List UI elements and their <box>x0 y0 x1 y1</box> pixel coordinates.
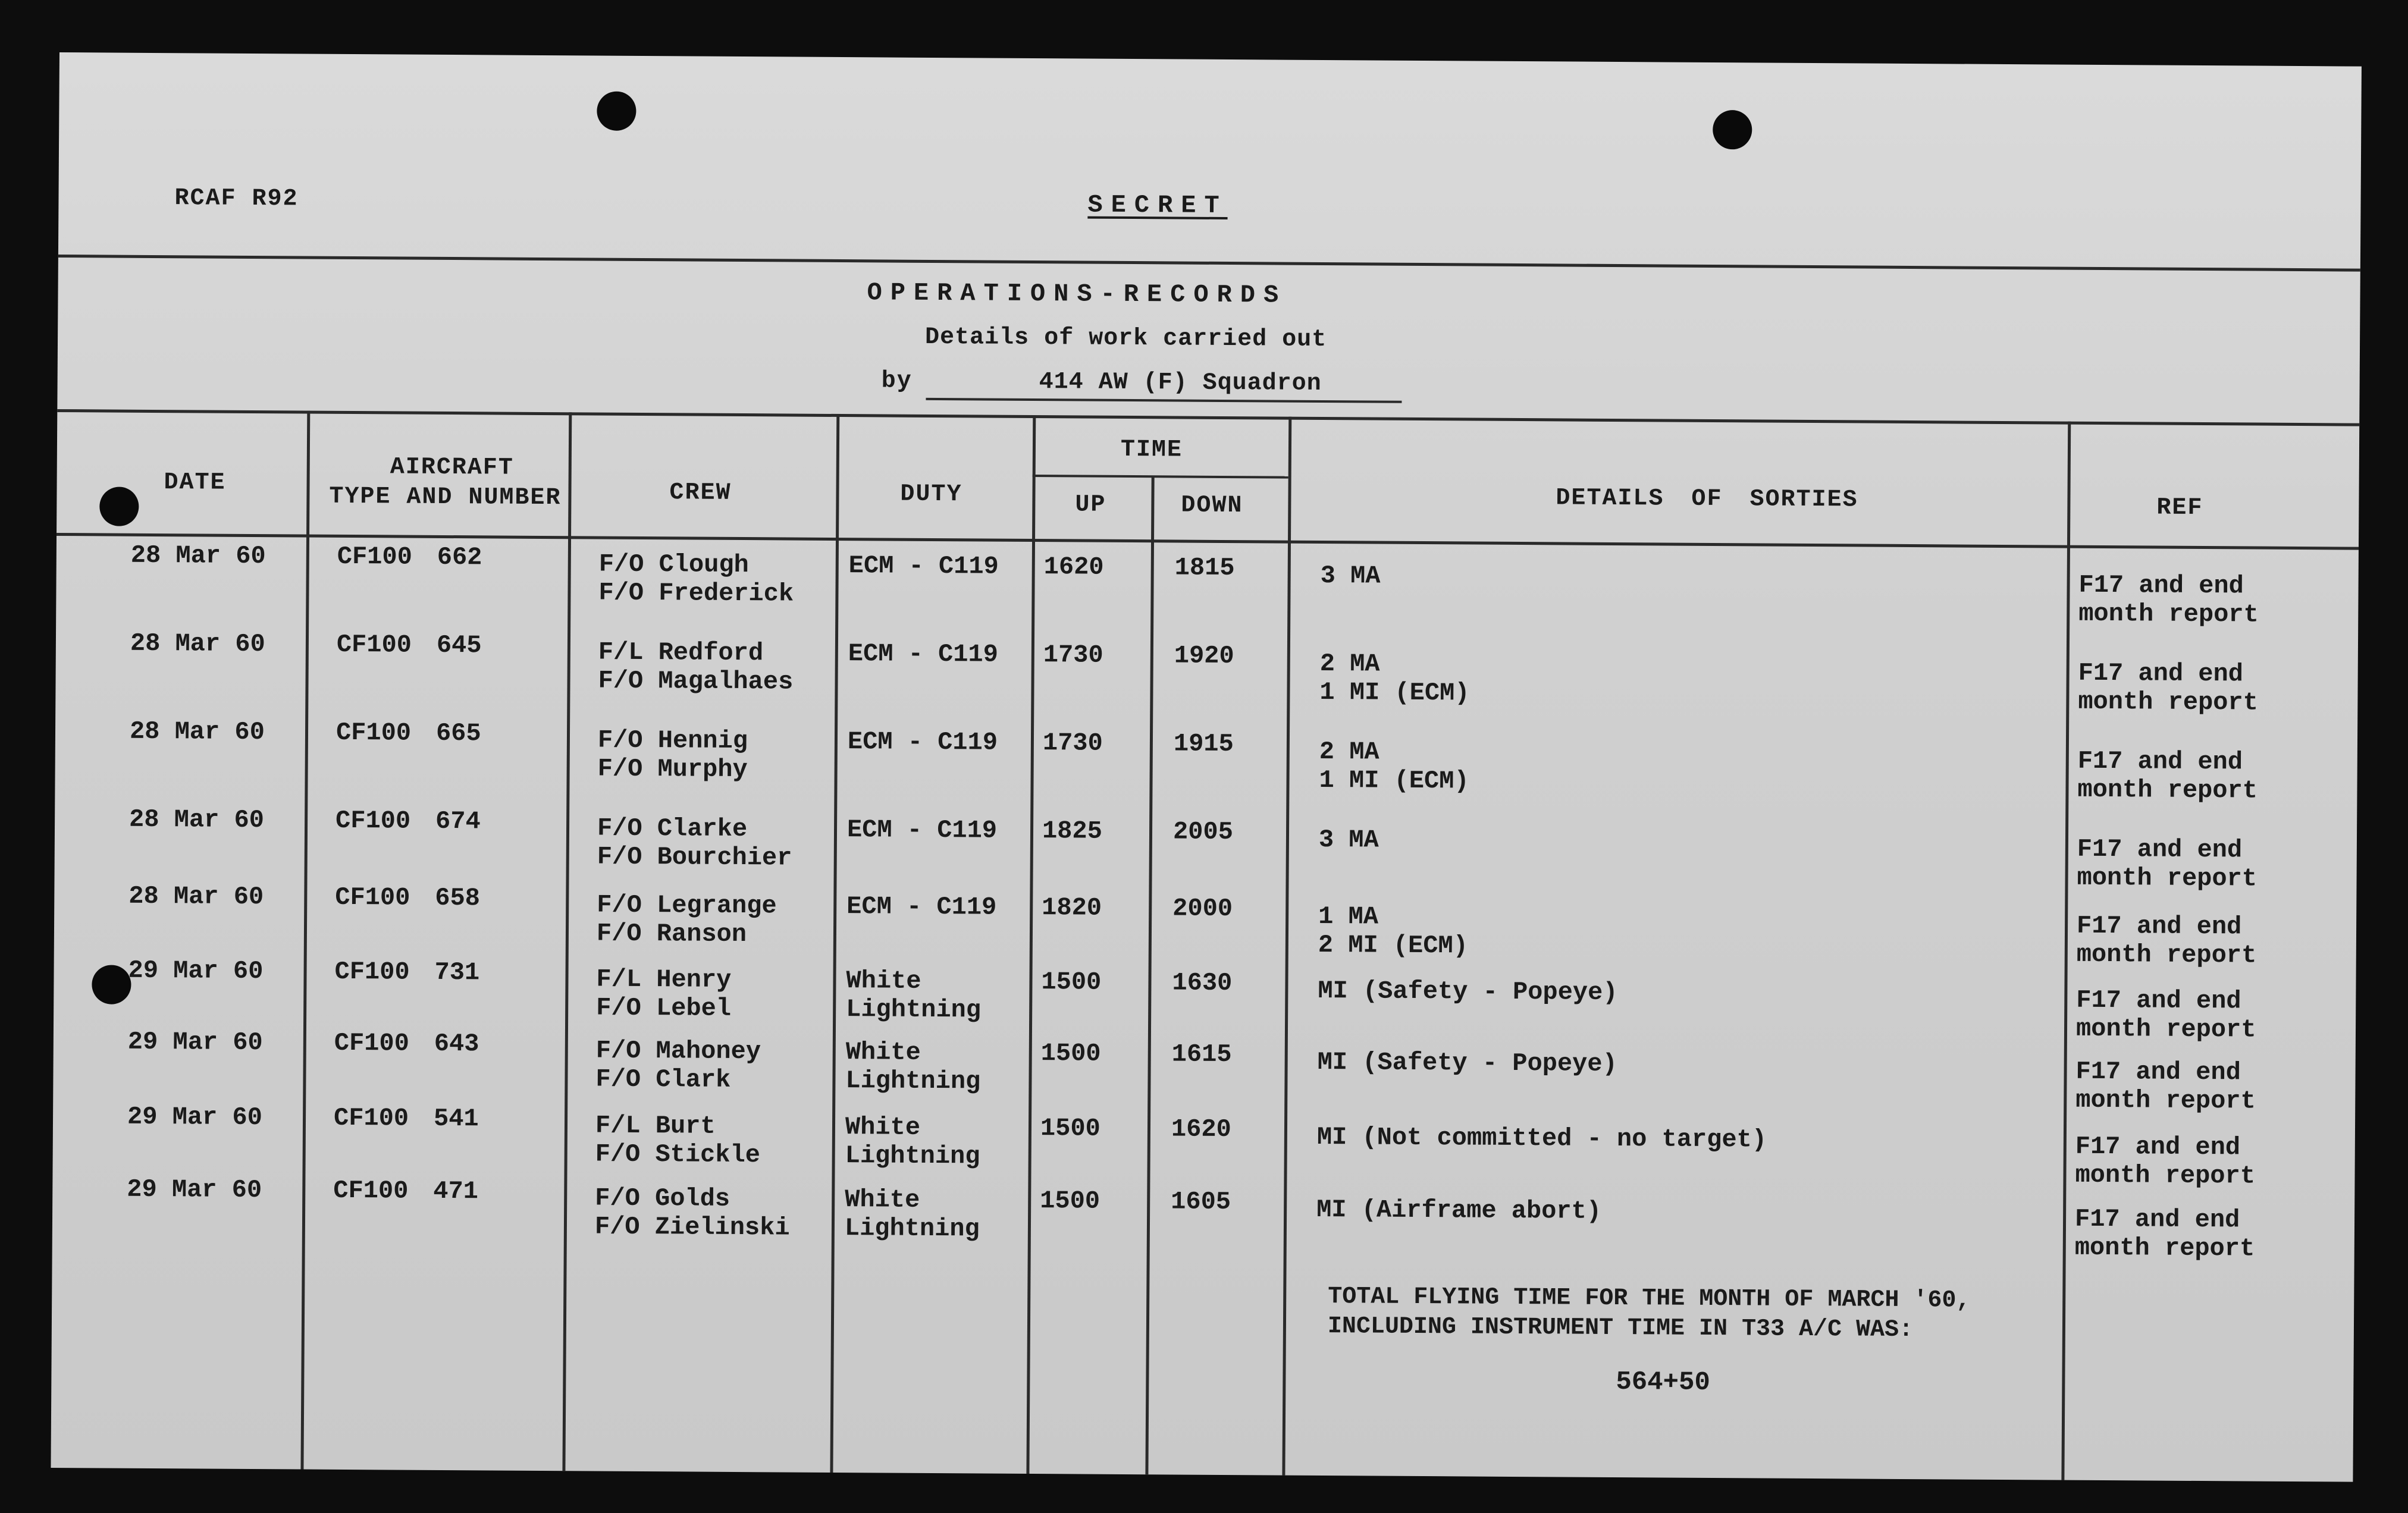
cell-crew-1: F/O Clough <box>598 550 749 580</box>
cell-details-2: 2 MI (ECM) <box>1318 930 1469 960</box>
cell-details-1: MI (Safety - Popeye) <box>1318 976 1618 1007</box>
cell-crew-2: F/O Ranson <box>596 919 747 949</box>
cell-time-up: 1825 <box>1042 817 1103 846</box>
cell-type: CF100 <box>336 718 412 748</box>
cell-time-down: 1915 <box>1173 729 1234 759</box>
cell-ref-2: month report <box>2077 775 2258 805</box>
cell-date: 28 Mar 60 <box>128 881 264 912</box>
cell-time-down: 1620 <box>1171 1115 1231 1144</box>
cell-duty-1: White <box>845 1038 921 1067</box>
cell-duty-1: White <box>845 1185 920 1214</box>
cell-number: 645 <box>436 630 482 660</box>
cell-crew-1: F/L Redford <box>598 638 764 668</box>
cell-number: 662 <box>437 542 482 572</box>
cell-duty-1: ECM - C119 <box>847 727 998 757</box>
cell-ref-2: month report <box>2078 599 2259 629</box>
cell-crew-2: F/O Magalhaes <box>598 666 794 696</box>
cell-date: 28 Mar 60 <box>130 541 266 571</box>
subheading: Details of work carried out <box>924 324 1327 354</box>
unit-underline <box>926 398 1401 403</box>
cell-details-1: MI (Not committed - no target) <box>1316 1122 1767 1154</box>
cell-duty-1: ECM - C119 <box>848 639 999 669</box>
cell-ref-1: F17 and end <box>2077 746 2243 777</box>
col-header-crew: CREW <box>669 479 732 507</box>
cell-time-down: 1630 <box>1172 968 1233 998</box>
col-header-aircraft-sub: TYPE AND NUMBER <box>329 483 562 512</box>
cell-crew-2: F/O Bourchier <box>597 842 792 872</box>
cell-duty-2: Lightning <box>844 1214 980 1244</box>
cell-crew-2: F/O Clark <box>595 1065 731 1094</box>
cell-ref-2: month report <box>2075 1160 2256 1191</box>
cell-type: CF100 <box>333 1103 409 1133</box>
cell-crew-1: F/O Golds <box>595 1184 730 1213</box>
cell-duty-2: Lightning <box>845 1141 980 1171</box>
cell-ref-1: F17 and end <box>2075 1057 2241 1087</box>
rule-top <box>58 255 2360 272</box>
cell-crew-1: F/O Legrange <box>597 890 777 921</box>
cell-duty-1: ECM - C119 <box>846 815 998 845</box>
classification: SECRET <box>1087 190 1228 220</box>
cell-details-1: 2 MA <box>1319 649 1380 679</box>
cell-type: CF100 <box>335 806 411 836</box>
cell-time-up: 1730 <box>1043 641 1103 670</box>
col-header-details: DETAILS OF SORTIES <box>1556 485 1858 514</box>
cell-date: 29 Mar 60 <box>127 1102 263 1132</box>
col-header-ref: REF <box>2156 494 2203 522</box>
cell-time-down: 2005 <box>1172 817 1234 847</box>
punch-hole <box>92 965 131 1004</box>
heading: OPERATIONS-RECORDS <box>867 278 1287 310</box>
cell-type: CF100 <box>334 957 410 987</box>
cell-crew-1: F/O Mahoney <box>595 1036 761 1066</box>
cell-number: 731 <box>434 958 480 987</box>
cell-time-up: 1620 <box>1043 553 1104 582</box>
cell-ref-2: month report <box>2075 1085 2256 1116</box>
cell-details-1: MI (Safety - Popeye) <box>1317 1047 1617 1079</box>
col-divider <box>1026 415 1036 1474</box>
col-divider <box>1145 476 1154 1474</box>
cell-time-down: 2000 <box>1172 894 1233 924</box>
punch-hole <box>597 92 636 131</box>
cell-time-up: 1500 <box>1040 1186 1100 1216</box>
col-header-aircraft: AIRCRAFT <box>390 454 514 482</box>
cell-crew-1: F/O Clarke <box>597 814 748 844</box>
cell-crew-2: F/O Frederick <box>598 578 794 608</box>
col-header-duty: DUTY <box>900 481 962 508</box>
cell-ref-1: F17 and end <box>2078 570 2244 601</box>
cell-ref-2: month report <box>2078 687 2258 717</box>
cell-ref-1: F17 and end <box>2076 985 2241 1016</box>
cell-time-up: 1500 <box>1040 1114 1100 1143</box>
cell-duty-1: White <box>846 966 921 996</box>
cell-details-2: 1 MI (ECM) <box>1319 765 1469 796</box>
cell-duty-2: Lightning <box>845 1066 981 1096</box>
col-header-up: UP <box>1075 491 1106 519</box>
cell-crew-1: F/O Hennig <box>597 726 748 756</box>
cell-ref-2: month report <box>2076 940 2257 970</box>
col-divider <box>562 412 572 1471</box>
cell-number: 665 <box>435 718 481 748</box>
cell-details-1: 1 MA <box>1318 902 1379 931</box>
cell-time-down: 1605 <box>1171 1187 1231 1217</box>
cell-crew-2: F/O Stickle <box>595 1140 761 1170</box>
cell-details-1: 2 MA <box>1319 737 1379 767</box>
col-header-date: DATE <box>164 469 226 497</box>
cell-time-down: 1815 <box>1174 553 1235 583</box>
cell-duty-1: White <box>845 1113 921 1142</box>
cell-date: 28 Mar 60 <box>128 805 265 835</box>
cell-details-1: 3 MA <box>1320 561 1381 591</box>
cell-crew-2: F/O Lebel <box>596 993 732 1023</box>
cell-number: 674 <box>435 806 481 836</box>
cell-ref-1: F17 and end <box>2078 658 2244 689</box>
cell-date: 29 Mar 60 <box>127 1175 262 1205</box>
cell-date: 29 Mar 60 <box>128 956 264 986</box>
cell-ref-2: month report <box>2077 863 2258 893</box>
cell-crew-1: F/L Henry <box>596 965 732 994</box>
cell-time-up: 1500 <box>1040 1039 1101 1068</box>
cell-ref-2: month report <box>2075 1014 2256 1044</box>
cell-number: 643 <box>434 1029 479 1059</box>
time-sub-rule <box>1033 475 1288 479</box>
cell-time-up: 1500 <box>1041 968 1102 997</box>
cell-date: 28 Mar 60 <box>130 629 265 659</box>
cell-date: 29 Mar 60 <box>127 1027 263 1057</box>
cell-date: 28 Mar 60 <box>129 717 265 747</box>
cell-crew-2: F/O Zielinski <box>594 1212 790 1242</box>
total-line-2: INCLUDING INSTRUMENT TIME IN T33 A/C WAS: <box>1327 1313 1914 1344</box>
table-top-rule <box>57 409 2359 426</box>
total-line-1: TOTAL FLYING TIME FOR THE MONTH OF MARCH '60, <box>1328 1283 1971 1314</box>
record-sheet <box>51 52 2361 1482</box>
cell-details-2: 1 MI (ECM) <box>1319 677 1470 708</box>
cell-type: CF100 <box>335 883 410 912</box>
cell-time-down: 1615 <box>1171 1040 1232 1069</box>
by-label: by <box>881 368 913 395</box>
col-header-time: TIME <box>1120 436 1183 464</box>
cell-details-1: MI (Airframe abort) <box>1316 1195 1602 1226</box>
col-divider <box>1282 417 1291 1476</box>
cell-type: CF100 <box>333 1176 409 1206</box>
cell-time-up: 1820 <box>1042 893 1102 922</box>
col-divider <box>830 414 839 1473</box>
col-header-down: DOWN <box>1181 492 1243 520</box>
cell-number: 471 <box>433 1176 479 1206</box>
cell-duty-1: ECM - C119 <box>846 892 997 922</box>
punch-hole <box>1713 110 1752 149</box>
cell-crew-1: F/L Burt <box>595 1111 716 1141</box>
punch-hole <box>99 486 139 526</box>
cell-details-1: 3 MA <box>1318 825 1379 855</box>
col-divider <box>300 411 310 1470</box>
form-code: RCAF R92 <box>174 185 299 213</box>
cell-ref-1: F17 and end <box>2074 1204 2240 1235</box>
cell-type: CF100 <box>336 630 412 660</box>
unit-name: 414 AW (F) Squadron <box>1039 369 1322 397</box>
cell-ref-1: F17 and end <box>2077 834 2243 865</box>
cell-number: 541 <box>433 1104 479 1134</box>
cell-number: 658 <box>435 883 481 913</box>
cell-type: CF100 <box>337 542 413 572</box>
cell-ref-1: F17 and end <box>2076 911 2242 941</box>
cell-ref-2: month report <box>2074 1233 2255 1263</box>
total-value: 564+50 <box>1616 1367 1710 1398</box>
cell-duty-1: ECM - C119 <box>848 551 999 581</box>
cell-time-up: 1730 <box>1042 729 1103 758</box>
cell-ref-1: F17 and end <box>2075 1132 2241 1162</box>
cell-crew-2: F/O Murphy <box>597 754 748 784</box>
col-divider <box>2061 422 2071 1480</box>
cell-duty-2: Lightning <box>846 995 982 1025</box>
cell-type: CF100 <box>334 1028 410 1058</box>
cell-time-down: 1920 <box>1174 641 1234 671</box>
